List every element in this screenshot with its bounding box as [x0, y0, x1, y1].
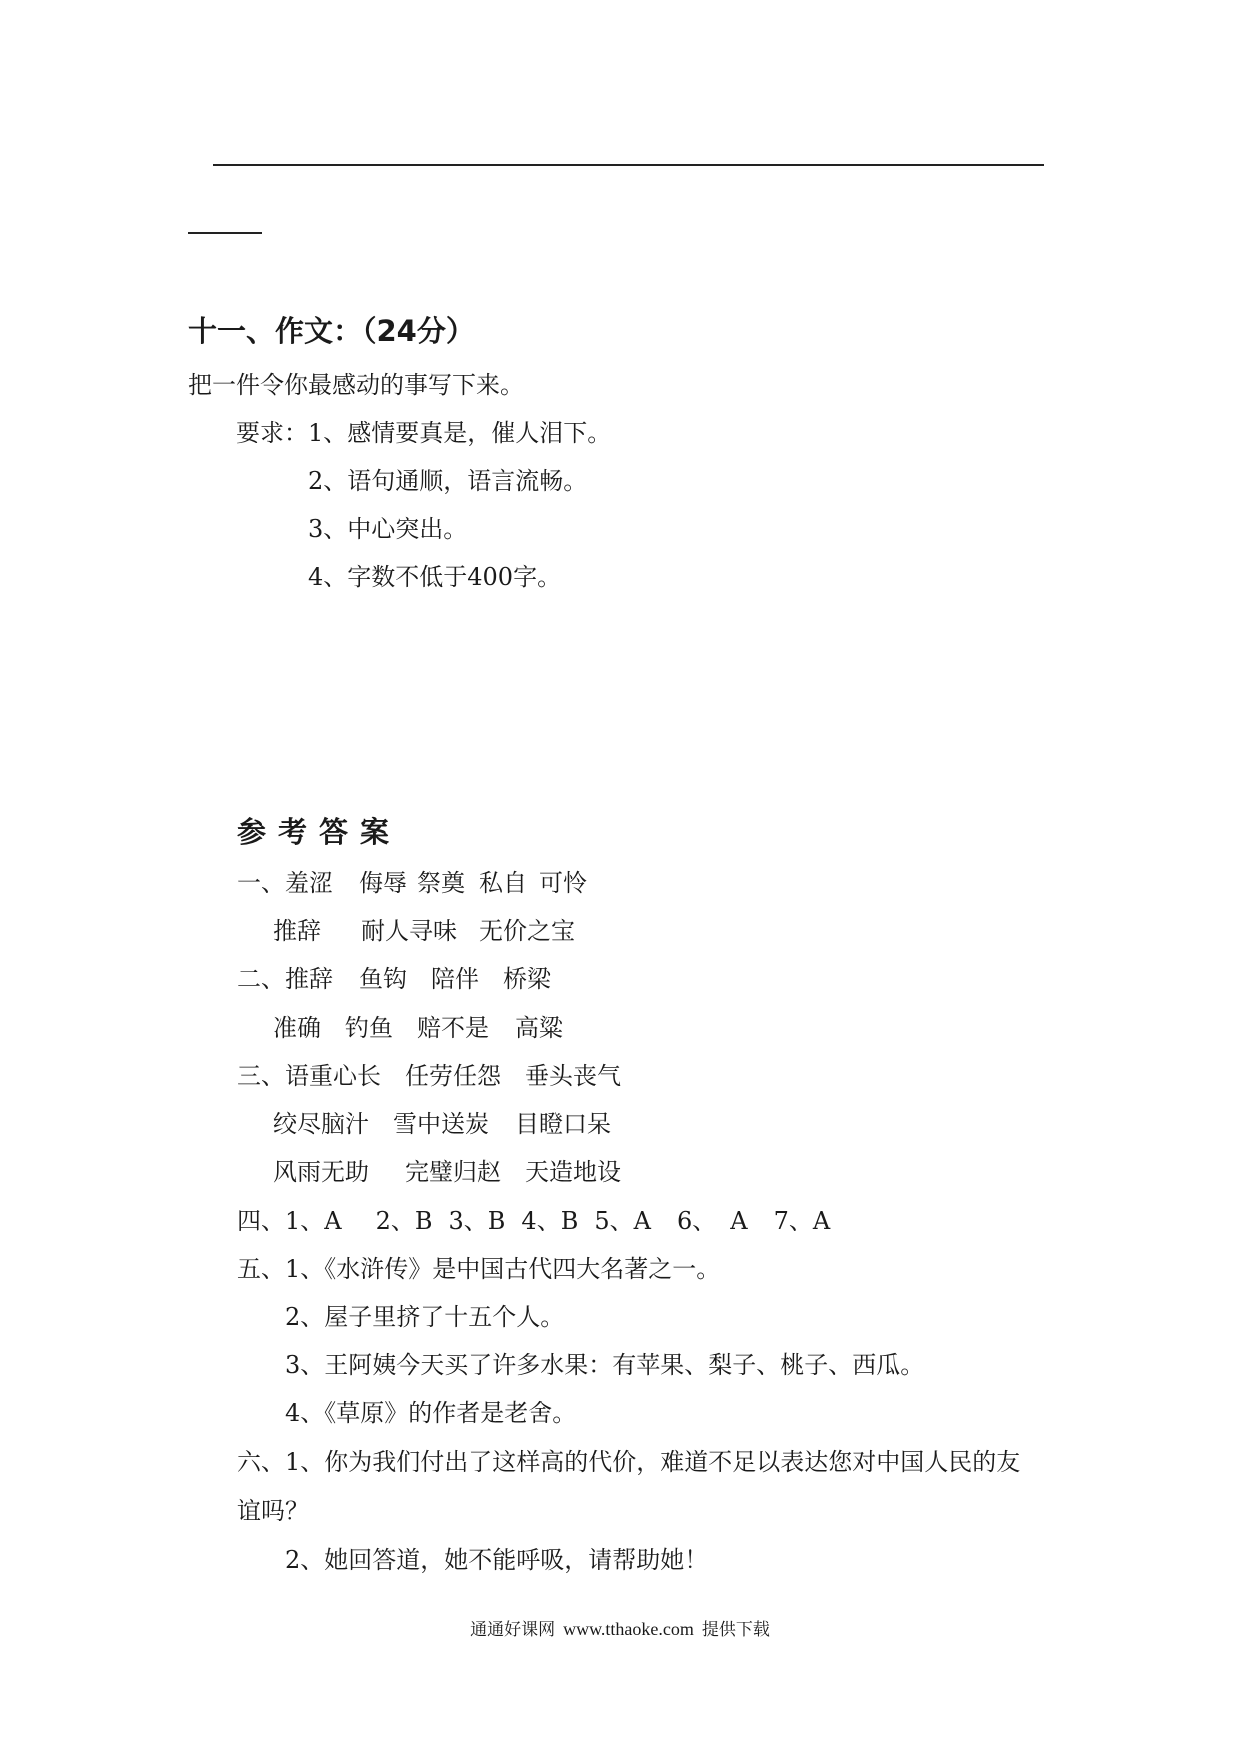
word: 完璧归赵	[405, 1158, 501, 1186]
essay-requirement-1	[236, 418, 611, 448]
section-prefix: 三、	[237, 1062, 285, 1090]
word: 私自	[479, 869, 527, 897]
choice: 5、A	[594, 1207, 651, 1235]
section-prefix: 五、	[237, 1255, 285, 1283]
answers-heading: 参考答案	[237, 815, 402, 849]
section-prefix: 二、	[237, 965, 285, 993]
essay-requirement-4: 4、字数不低于400字。	[308, 563, 562, 591]
answer-section-3-row-3	[273, 1157, 621, 1187]
footer-url: www.tthaoke.com	[563, 1619, 694, 1639]
word: 推辞	[285, 965, 333, 993]
answer-section-1-row-1	[237, 868, 587, 898]
answer-section-5-item-1	[237, 1254, 720, 1284]
sentence: 1、你为我们付出了这样高的代价，难道不足以表达您对中国人民的友	[285, 1448, 1021, 1476]
word: 垂头丧气	[525, 1062, 621, 1090]
word: 祭奠	[417, 869, 465, 897]
section-prefix: 六、	[237, 1448, 285, 1476]
choice: 2、B	[375, 1207, 433, 1235]
choice: 3、B	[448, 1207, 506, 1235]
word: 桥梁	[503, 965, 551, 993]
footer-site-name: 通通好课网	[470, 1620, 556, 1640]
answer-section-1-row-2	[273, 916, 575, 946]
word: 侮辱	[359, 869, 407, 897]
answer-section-6-item-1-cont: 谊吗？	[237, 1497, 309, 1525]
answer-section-4	[237, 1206, 830, 1236]
word: 风雨无助	[273, 1158, 369, 1186]
requirements-label: 要求：	[236, 419, 308, 447]
choice: 1、A	[285, 1207, 342, 1235]
word: 雪中送炭	[393, 1110, 489, 1138]
page-footer	[0, 1618, 1240, 1641]
answer-section-5-item-4: 4、《草原》的作者是老舍。	[285, 1399, 577, 1427]
answer-section-5-item-2: 2、屋子里挤了十五个人。	[285, 1303, 565, 1331]
answer-section-3-row-2	[273, 1109, 611, 1139]
section-prefix: 四、	[237, 1207, 285, 1235]
word: 天造地设	[525, 1158, 621, 1186]
essay-requirement-3: 3、中心突出。	[308, 515, 468, 543]
answer-section-3-row-1	[237, 1061, 621, 1091]
word: 推辞	[273, 917, 321, 945]
word: 无价之宝	[479, 917, 575, 945]
word: 赔不是	[417, 1014, 489, 1042]
word: 耐人寻味	[361, 917, 457, 945]
word: 鱼钩	[359, 965, 407, 993]
choice: 4、B	[521, 1207, 579, 1235]
essay-prompt: 把一件令你最感动的事写下来。	[188, 371, 524, 399]
word: 准确	[273, 1014, 321, 1042]
footer-suffix: 提供下载	[701, 1620, 770, 1640]
choice: A	[730, 1207, 748, 1235]
word: 高粱	[515, 1014, 563, 1042]
word: 绞尽脑汁	[273, 1110, 369, 1138]
essay-heading: 十一、作文：（24分）	[188, 314, 475, 348]
word: 任劳任怨	[405, 1062, 501, 1090]
word: 陪伴	[431, 965, 479, 993]
answer-section-6-item-1	[237, 1447, 1020, 1477]
word: 语重心长	[285, 1062, 381, 1090]
choice: 6、	[676, 1207, 717, 1235]
answer-section-2-row-1	[237, 964, 551, 994]
answer-line-long	[213, 164, 1044, 166]
answer-section-2-row-2	[273, 1013, 563, 1043]
word: 钓鱼	[345, 1014, 393, 1042]
answer-section-6-item-2: 2、她回答道，她不能呼吸，请帮助她！	[285, 1546, 709, 1574]
answer-section-5-item-3: 3、王阿姨今天买了许多水果：有苹果、梨子、桃子、西瓜。	[285, 1351, 925, 1379]
choice: 7、A	[773, 1207, 831, 1235]
sentence: 1、《水浒传》是中国古代四大名著之一。	[285, 1255, 721, 1283]
word: 羞涩	[285, 869, 333, 897]
word: 目瞪口呆	[515, 1110, 611, 1138]
section-prefix: 一、	[237, 869, 285, 897]
essay-requirement-2: 2、语句通顺，语言流畅。	[308, 467, 588, 495]
word: 可怜	[539, 869, 587, 897]
answer-line-short	[188, 232, 262, 234]
requirement-text: 1、感情要真是，催人泪下。	[308, 419, 612, 447]
